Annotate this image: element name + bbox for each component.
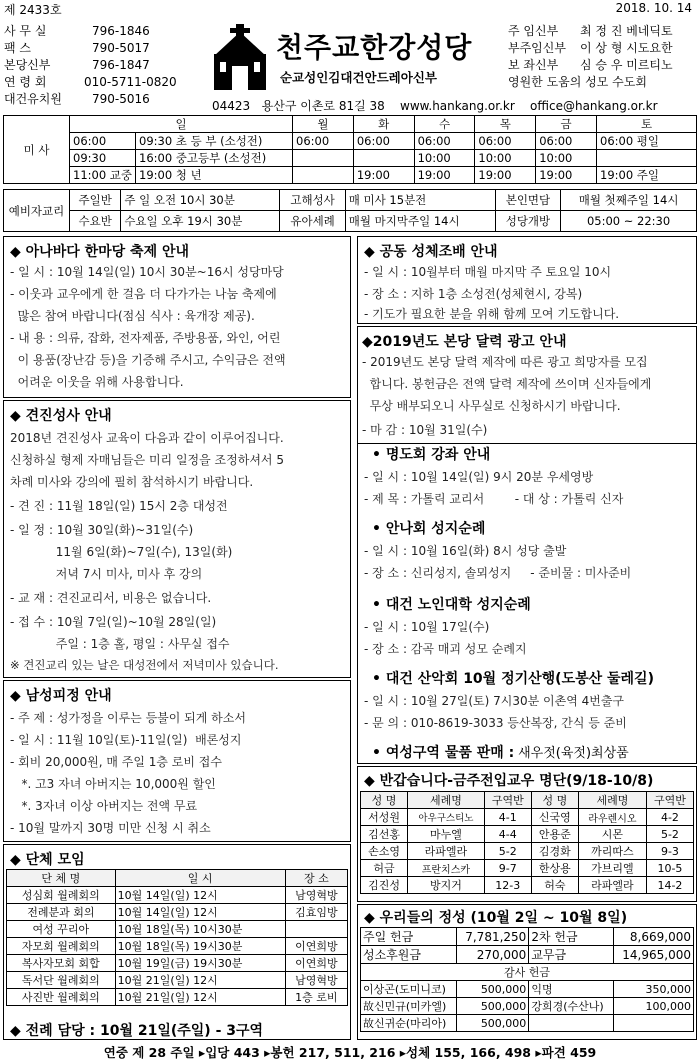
adoration-notice	[357, 236, 697, 324]
notice-line: - 접 수 : 10월 7일(일)~10월 28일(일)	[10, 615, 217, 629]
notice-line: - 10월 말까지 30명 미만 신청 시 취소	[10, 821, 211, 835]
newcomers-table: 성 명 세례명 구역반 성 명 세례명 구역반 서성원 아우구스티노 4-1 신국영 라우렌시오 4-2 김선홍 마누엘 4-4 안용준 시몬 5-2 손소영 라파엘라 5-2 김경화 까리따스 9-3 허금 프란치스카 9-7 한상용 가브리엘 10-5 김진성 방지거 12-3 허숙 라파엘라 14-2	[360, 791, 694, 894]
hymn-footer: 연중 제 28 주일 ▸입당 443 ▸봉헌 217, 511, 216 ▸성체 155, 166, 498 ▸파견 459	[103, 1045, 597, 1060]
offerings-title: ◆ 우리들의 정성 (10월 2일 ~ 10월 8일)	[364, 910, 628, 926]
notice-line: - 주 제 : 성가정을 이루는 등불이 되게 하소서	[10, 711, 246, 725]
notice-line: 합니다. 봉헌금은 전액 달력 제작에 쓰이며 신자들에게	[362, 377, 652, 391]
table-row: 복사자모회 회합 10월 19일(금) 19시30분 이연희방	[7, 955, 348, 972]
notice-line: *. 고3 자녀 아버지는 10,000원 할인	[10, 777, 216, 791]
notice-line: ※ 견진교리 있는 날은 대성전에서 저녁미사 있습니다.	[10, 658, 279, 672]
issue-number: 제 2433호	[4, 3, 62, 17]
clergy-list: 주 임신부 최 정 진 베네딕토 부주임신부 이 상 형 시도요한 보 좌신부 심 승 우 미르티노 영원한 도움의 성모 수도회	[508, 24, 673, 89]
hiking-title: • 대건 산악회 10월 정기산행(도봉산 둘레길)	[372, 671, 654, 687]
notice-line: - 회비 20,000원, 매 주일 1층 로비 접수	[10, 755, 222, 769]
group-meetings	[3, 844, 351, 1038]
notice-line: 어려운 이웃을 위해 사용합니다.	[10, 375, 184, 389]
address-line: 04423 용산구 이촌로 81길 38 www.hankang.or.kr office@hankang.or.kr	[212, 99, 658, 113]
contact-list: 사 무 실 796-1846 팩 스 790-5017 본당신부 796-1847 연 령 회 010-5711-0820 대건유치원 790-5016	[4, 23, 177, 106]
notice-line: 11월 6일(화)~7일(수), 13일(화)	[10, 545, 233, 559]
retreat-title: ◆ 남성피정 안내	[10, 688, 112, 704]
table-row: 성심회 월례회의 10월 14일(일) 12시 남영혁방	[7, 887, 348, 904]
calendar-title: ◆2019년도 본당 달력 광고 안내	[362, 334, 567, 350]
adoration-title: ◆ 공동 성체조배 안내	[364, 244, 498, 260]
senior-college-title: • 대건 노인대학 성지순례	[372, 597, 531, 613]
notice-line: - 일 시 : 10월 14일(일) 10시 30분~16시 성당마당	[10, 265, 284, 279]
table-row: 허금 프란치스카 9-7 한상용 가브리엘 10-5	[361, 860, 694, 877]
church-name: 천주교한강성당	[276, 31, 473, 64]
lecture-title: • 명도회 강좌 안내	[372, 447, 491, 463]
table-row: 사진반 월례회의 10월 21일(일) 12시 1층 로비	[7, 989, 348, 1006]
notice-line: 주일 : 1층 홀, 평일 : 사무실 접수	[10, 637, 230, 651]
notice-line: 이 용품(장난감 등)을 기증해 주시고, 수익금은 전액	[10, 353, 286, 367]
table-row: 김선홍 마누엘 4-4 안용준 시몬 5-2	[361, 826, 694, 843]
table-row: 독서단 월례회의 10월 21일(일) 12시 남영혁방	[7, 972, 348, 989]
mens-retreat-notice	[3, 680, 351, 842]
notice-line: - 장 소 : 감곡 매괴 성모 순례지	[364, 642, 527, 656]
newcomers-title: ◆ 반갑습니다-금주전입교우 명단(9/18-10/8)	[364, 773, 654, 789]
website-link[interactable]: www.hankang.or.kr	[400, 99, 515, 113]
notice-line: - 일 시 : 10월부터 매월 마지막 주 토요일 10시	[364, 265, 612, 279]
notice-line: 2018년 견진성사 교육이 다음과 같이 이루어집니다.	[10, 431, 284, 445]
notice-line: 많은 참여 바랍니다(점심 식사 : 육개장 제공).	[10, 309, 255, 323]
notice-line: - 견 진 : 11월 18일(일) 15시 2층 대성전	[10, 499, 228, 513]
notice-line: - 장 소 : 신리성지, 솔뫼성지 - 준비물 : 미사준비	[364, 566, 632, 580]
offerings	[357, 904, 697, 1040]
notice-line: - 마 감 : 10월 31일(수)	[362, 423, 488, 437]
notice-line: *. 3자녀 이상 아버지는 전액 무료	[10, 799, 198, 813]
festival-notice	[3, 236, 351, 398]
sale-notice: • 여성구역 물품 판매 : 새우젓(육젓)최상품	[372, 745, 629, 761]
table-row: 자모회 월례회의 10월 18일(목) 19시30분 이연희방	[7, 938, 348, 955]
notice-line: - 이웃과 교우에게 한 걸음 더 다가가는 나눔 축제에	[10, 287, 277, 301]
notice-line: 신청하실 형제 자매님들은 미리 일정을 조정하셔서 5	[10, 453, 284, 467]
notice-line: - 2019년도 본당 달력 제작에 따른 광고 희망자를 모집	[362, 355, 648, 369]
notice-line: - 교 재 : 견진교리서, 비용은 없습니다.	[10, 591, 212, 605]
table-row: 여성 꾸리아 10월 18일(목) 10시30분	[7, 921, 348, 938]
meetings-table: 단 체 명 일 시 장 소 성심회 월례회의 10월 14일(일) 12시 남영혁방 전례분과 회의 10월 14일(일) 12시 김효임방 여성 꾸리아 10월 18일(목) 10시30분 자모회 월례회의 10월 18일(목) 19시30분 이연희방 복사자모회 회합 10월 19일(금) 19시30분 이연희방 독서단 월례회의 10월 21일(일) 12시 남영혁방 사진반 월례회의 10월 21일(일) 12시 1층 로비	[6, 869, 348, 1006]
church-patron: 순교성인김대건안드레아신부	[280, 70, 437, 85]
confirmation-notice	[3, 400, 351, 678]
newcomers	[357, 766, 697, 902]
meetings-title: ◆ 단체 모임	[10, 852, 85, 868]
confirmation-title: ◆ 견진성사 안내	[10, 408, 112, 424]
issue-date: 2018. 10. 14	[615, 1, 692, 15]
liturgy-duty	[3, 1018, 351, 1040]
table-row: 손소영 라파엘라 5-2 김경화 까리따스 9-3	[361, 843, 694, 860]
notice-line: - 일 시 : 10월 16일(화) 8시 성당 출발	[364, 544, 567, 558]
notice-line: - 일 시 : 10월 27일(토) 7시30분 이촌역 4번출구	[364, 694, 625, 708]
pilgrimage-title: • 안나회 성지순례	[372, 521, 486, 537]
notice-line: - 일 시 : 11월 10일(토)-11일(일) 배론성지	[10, 733, 242, 747]
notice-line: - 일 정 : 10월 30일(화)~31일(수)	[10, 523, 194, 537]
mass-schedule-table: 미 사 일 월 화 수 목 금 토 06:00 09:30 초 등 부 (소성전) 06:00 06:00 06:00 06:00 06:00 06:00 평일 09:30 16:00 중고등부 (소성전) 10:00 10:00 10:00 11:00 교중 19:00 청 년 19:00 19:00 19:00 19:00 19:00 주일	[3, 115, 697, 184]
church-logo	[212, 24, 268, 92]
notice-line: 차례 미사와 강의에 필히 참석하시기 바랍니다.	[10, 475, 254, 489]
table-row: 서성원 아우구스티노 4-1 신국영 라우렌시오 4-2	[361, 809, 694, 826]
notice-line: - 문 의 : 010-8619-3033 등산복장, 간식 등 준비	[364, 716, 627, 730]
notice-line: - 기도가 필요한 분을 위해 함께 모여 기도합니다.	[364, 307, 620, 321]
liturgy-duty-text: ◆ 전례 담당 : 10월 21일(주일) - 3구역	[10, 1023, 264, 1039]
table-row: 故신귀순(마리아) 500,000	[361, 1015, 694, 1032]
notice-line: - 내 용 : 의류, 잡화, 전자제품, 주방용품, 와인, 어린	[10, 331, 281, 345]
festival-title: ◆ 아나바다 한마당 축제 안내	[10, 244, 190, 260]
notice-line: - 장 소 : 지하 1층 소성전(성체현시, 강복)	[364, 287, 583, 301]
notice-line: 무상 배부되오니 사무실로 신청하시기 바랍니다.	[362, 399, 621, 413]
notice-line: - 제 목 : 가톨릭 교리서 - 대 상 : 가톨릭 신자	[364, 492, 624, 506]
parish-news	[357, 444, 697, 764]
table-row: 전례분과 회의 10월 14일(일) 12시 김효임방	[7, 904, 348, 921]
catechism-table: 예비자교리 주일반 주 일 오전 10시 30분 고해성사 매 미사 15분전 본인면담 매월 첫째주일 14시 수요반 수요일 오후 19시 30분 유아세례 매월 마지막주일 14시 성당개방 05:00 ~ 22:30	[3, 189, 697, 232]
table-row: 김진성 방지거 12-3 허숙 라파엘라 14-2	[361, 877, 694, 894]
table-row: 故신민규(미카엘) 500,000 강희경(수산나) 100,000	[361, 998, 694, 1015]
offerings-table: 주일 헌금 7,781,250 2차 헌금 8,669,000 성소후원금 270,000 교무금 14,965,000 감사 헌금 이상곤(도미니코) 500,000 익명 350,000 故신민규(미카엘) 500,000 강희경(수산나) 100,000 故신귀순(마리아) 500,000	[360, 927, 694, 1032]
email-link[interactable]: office@hankang.or.kr	[530, 99, 658, 113]
notice-line: 저녁 7시 미사, 미사 후 강의	[10, 567, 203, 581]
table-row: 이상곤(도미니코) 500,000 익명 350,000	[361, 981, 694, 998]
calendar-ad-notice	[357, 326, 697, 444]
notice-line: - 일 시 : 10월 14일(일) 9시 20분 우세영방	[364, 470, 594, 484]
notice-line: - 일 시 : 10월 17일(수)	[364, 620, 490, 634]
